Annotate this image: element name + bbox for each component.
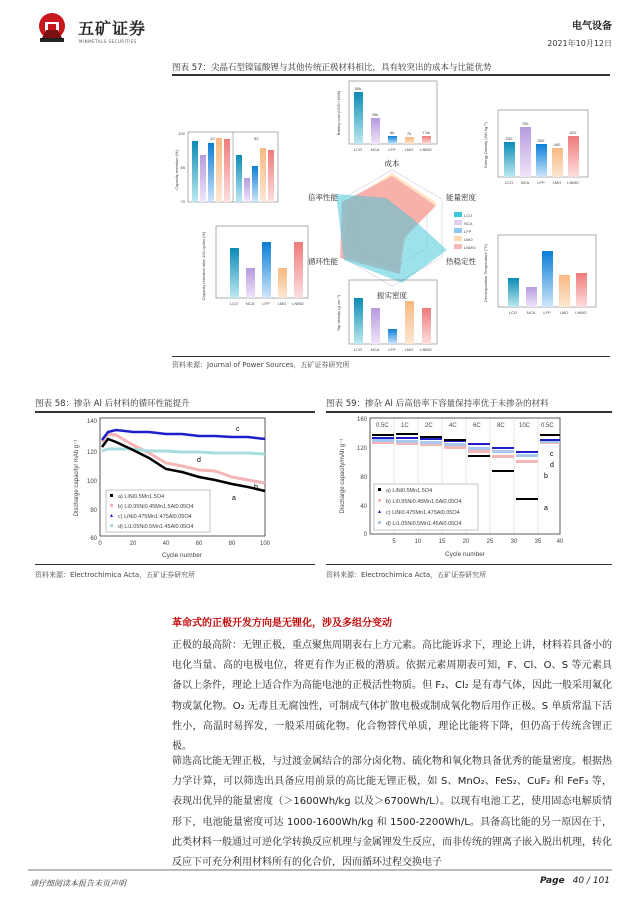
svg-text:热稳定性: 热稳定性: [446, 257, 476, 266]
svg-text:0: 0: [363, 532, 367, 538]
svg-text:a) LiNi0.5Mn1.5O4: a) LiNi0.5Mn1.5O4: [386, 488, 433, 494]
svg-text:70: 70: [180, 199, 185, 204]
svg-text:a: a: [232, 495, 236, 502]
svg-text:10: 10: [414, 539, 422, 545]
brand-name-en: MINMETALS SECURITIES: [79, 39, 137, 44]
svg-text:LCO: LCO: [229, 301, 239, 306]
svg-text:140: 140: [86, 419, 97, 425]
svg-text:a) LiNi0.5Mn1.5O4: a) LiNi0.5Mn1.5O4: [118, 494, 165, 500]
svg-text:LCO: LCO: [508, 310, 518, 315]
svg-text:d: d: [197, 457, 201, 464]
svg-text:120: 120: [356, 446, 367, 452]
svg-text:100: 100: [178, 131, 185, 136]
svg-text:LMO: LMO: [277, 301, 287, 306]
svg-text:Battery cost (USD / kWh): Battery cost (USD / kWh): [336, 90, 341, 136]
svg-text:成本: 成本: [384, 159, 400, 168]
svg-text:LFP: LFP: [464, 229, 472, 234]
figure57-title: 图表 57：尖晶石型镍锰酸锂与其他传统正极材料相比，具有较突出的成本与比能优势: [172, 63, 492, 73]
svg-text:2C: 2C: [425, 423, 433, 429]
svg-text:120: 120: [86, 450, 97, 456]
svg-text:530: 530: [505, 136, 513, 141]
svg-text:1C: 1C: [210, 136, 216, 141]
svg-text:LNMO: LNMO: [575, 310, 587, 315]
figure59-title: 图表 59：掺杂 Al 后高倍率下容量保持率优于未掺杂的材料: [326, 399, 549, 409]
svg-text:LFP: LFP: [543, 310, 551, 315]
figure58-top-rule: [35, 411, 315, 413]
figure57-top-rule: [172, 74, 610, 76]
svg-text:60: 60: [195, 541, 203, 547]
svg-text:b) Li0.95Ni0.45Mn1.5Al0.05O4: b) Li0.95Ni0.45Mn1.5Al0.05O4: [386, 499, 462, 505]
svg-text:40: 40: [162, 541, 170, 547]
svg-text:8C: 8C: [497, 423, 505, 429]
minmetals-logo-icon: [36, 12, 68, 44]
svg-text:LCO: LCO: [504, 180, 514, 185]
svg-text:LNMO: LNMO: [464, 245, 476, 250]
footer-disclaimer: 请仔细阅读本报告末页声明: [30, 879, 126, 888]
svg-text:a: a: [544, 505, 548, 512]
svg-text:倍率性能: 倍率性能: [308, 193, 338, 202]
figure57-source: 资料来源：Journal of Power Sources，五矿证券研究所: [172, 361, 350, 369]
svg-text:35: 35: [534, 539, 542, 545]
svg-text:LFP: LFP: [388, 147, 396, 152]
figure58-bottom-rule: [35, 564, 315, 565]
svg-text:LFP: LFP: [262, 301, 270, 306]
svg-text:LMO: LMO: [464, 237, 473, 242]
svg-text:60: 60: [90, 536, 97, 542]
svg-text:b) Li0.95Ni0.45Mn1.5Al0.05O4: b) Li0.95Ni0.45Mn1.5Al0.05O4: [118, 504, 194, 510]
svg-text:1C: 1C: [401, 423, 409, 429]
svg-text:Cycle number: Cycle number: [161, 552, 203, 559]
sector-label: 电气设备: [572, 21, 612, 32]
svg-text:循环性能: 循环性能: [308, 257, 338, 266]
svg-text:LCO: LCO: [464, 213, 473, 218]
svg-text:500: 500: [537, 138, 545, 143]
svg-text:c) LiNi0.475Mn1.475Al0.05O4: c) LiNi0.475Mn1.475Al0.05O4: [386, 510, 460, 516]
page-indicator: [540, 876, 610, 886]
svg-text:20: 20: [462, 539, 470, 545]
svg-text:NCA: NCA: [526, 310, 536, 315]
brand-logo: [30, 10, 160, 50]
svg-text:5C: 5C: [254, 136, 260, 141]
svg-text:25k: 25k: [371, 112, 379, 117]
svg-text:LCO: LCO: [353, 147, 363, 152]
figure58-legend: [106, 490, 210, 532]
page-label: Page: [539, 876, 565, 886]
svg-text:620: 620: [569, 130, 577, 135]
svg-text:0: 0: [98, 541, 102, 547]
svg-text:440: 440: [553, 142, 561, 147]
figure59-source: 资料来源：Electrochimica Acta，五矿证券研究所: [326, 571, 487, 579]
figure57-composite-chart: [172, 78, 610, 353]
figure58-cycle-chart: [62, 414, 277, 562]
svg-text:7.5k: 7.5k: [422, 130, 430, 135]
svg-text:NCA: NCA: [520, 180, 530, 185]
figure59-rate-chart: [330, 414, 600, 562]
svg-text:85: 85: [180, 165, 185, 170]
svg-text:30: 30: [510, 539, 518, 545]
radar-legend: [454, 212, 476, 250]
svg-text:Discharge capacity/ mAh g⁻¹: Discharge capacity/ mAh g⁻¹: [74, 439, 80, 517]
svg-text:50k: 50k: [354, 86, 362, 91]
svg-text:Capacity retention after 100 c: Capacity retention after 100 cycles (%): [201, 231, 206, 301]
svg-text:0.5C: 0.5C: [541, 423, 554, 429]
svg-text:LCO: LCO: [353, 347, 363, 352]
svg-text:Cycle number: Cycle number: [444, 551, 486, 558]
svg-text:80: 80: [360, 475, 367, 481]
svg-text:Discharge capacity/mAh g⁻¹: Discharge capacity/mAh g⁻¹: [340, 438, 346, 514]
svg-text:c: c: [236, 426, 240, 433]
svg-text:Energy Density (Wh kg⁻¹): Energy Density (Wh kg⁻¹): [483, 122, 488, 168]
svg-text:LFP: LFP: [388, 347, 396, 352]
svg-text:c) LiNi0.475Mn1.475Al0.05O4: c) LiNi0.475Mn1.475Al0.05O4: [118, 514, 192, 520]
chart-cycle-retention: [201, 226, 308, 306]
svg-text:0.5C: 0.5C: [376, 423, 389, 429]
svg-text:NCA: NCA: [245, 301, 255, 306]
svg-text:80: 80: [228, 541, 236, 547]
figure59-bottom-rule: [326, 564, 612, 565]
page-number: 40 / 101: [572, 876, 610, 886]
body-paragraph-1: 正极的最高阶：无锂正极，重点聚焦周期表右上方元素。高比能诉求下，理论上讲，材料若具备小的电化当量、高的电极电位，将更有作为正极的潜质。依据元素周期表可知，F、Cl、O、S 等元素具备以上条件，理论上适合作为高能电池的正极活性物质。但 F₂、Cl₂ 是有毒气体，因此一般采用氟化物或氯化物。O₂ 无毒且无腐蚀性，可制成气体扩散电极或制成氧化物后用作正极。S 单质常温下活性小，高温时易挥发，一般采用硫化物。化合物替代单质，理论比能将下降，但仍高于传统含锂正极。: [172, 640, 612, 753]
svg-text:NCA: NCA: [370, 347, 380, 352]
svg-text:10C: 10C: [519, 423, 531, 429]
svg-text:c: c: [550, 451, 554, 458]
svg-text:d: d: [550, 462, 554, 469]
figure57-bottom-rule: [172, 356, 610, 357]
svg-text:Tap density (g cm⁻³): Tap density (g cm⁻³): [336, 294, 341, 332]
svg-text:4C: 4C: [449, 423, 457, 429]
chart-decomposition-temp: [483, 235, 596, 315]
report-header-meta: [547, 17, 612, 49]
body-paragraph-2: 筛选高比能无锂正极，与过渡金属结合的部分卤化物、硫化物和氧化物具备优秀的能量密度。根据热力学计算，可以筛选出具备应用前景的高比能无锂正极，如 S、MnO₂、FeS₂、CuF₂ 和 FeF₃ 等，表现出优异的能量密度（＞1600Wh/kg 以及＞6700Wh/L）。以现有电池工艺，使用固态电解质情形下，电池能量密度可达 1000-1600Wh/kg 和 1500-2200Wh/L。具备高比能的另一原因在于，此类材料一般通过可逆化学转换反应机理与金属锂发生反应，而非传统的锂离子嵌入脱出机理，转化反应下可充分利用材料所有的化合价，因而循环过程交换电子: [172, 756, 612, 869]
figure59-legend: [374, 484, 478, 530]
radar-chart: [308, 158, 476, 300]
svg-text:25: 25: [486, 539, 494, 545]
svg-text:NCA: NCA: [370, 147, 380, 152]
svg-text:b: b: [544, 473, 548, 480]
svg-text:振实密度: 振实密度: [377, 291, 407, 300]
svg-text:LNMO: LNMO: [292, 301, 304, 306]
svg-text:LNMO: LNMO: [420, 147, 432, 152]
svg-text:Capacity retention (%): Capacity retention (%): [174, 150, 179, 190]
svg-text:40: 40: [360, 504, 367, 510]
svg-text:5: 5: [392, 539, 396, 545]
svg-text:100: 100: [259, 541, 271, 547]
svg-text:20: 20: [129, 541, 137, 547]
svg-text:d) Li1.05Ni0.5Mn1.45Al0.05O4: d) Li1.05Ni0.5Mn1.45Al0.05O4: [118, 524, 194, 530]
chart-rate-retention: [174, 131, 278, 204]
figure58-title: 图表 58：掺杂 Al 后材料的循环性能提升: [35, 399, 190, 409]
svg-text:LNMO: LNMO: [420, 347, 432, 352]
report-date: 2021年10月12日: [547, 39, 612, 48]
svg-text:750: 750: [521, 121, 529, 126]
chart-energy-density: [483, 110, 588, 185]
svg-text:80: 80: [90, 508, 97, 514]
svg-text:LNMO: LNMO: [567, 180, 579, 185]
svg-text:Decomposition Temperature (°C): Decomposition Temperature (°C): [483, 243, 488, 303]
figure59-top-rule: [326, 411, 612, 413]
svg-text:LMO: LMO: [404, 147, 414, 152]
svg-text:100: 100: [86, 479, 97, 485]
svg-text:6C: 6C: [473, 423, 481, 429]
figure58-source: 资料来源：Electrochimica Acta，五矿证券研究所: [35, 571, 196, 579]
svg-text:能量密度: 能量密度: [446, 193, 476, 202]
svg-text:LMO: LMO: [404, 347, 414, 352]
svg-text:NCA: NCA: [464, 221, 473, 226]
svg-text:LMO: LMO: [552, 180, 562, 185]
svg-text:160: 160: [356, 417, 367, 423]
brand-name-cn: 五矿证券: [78, 19, 147, 38]
svg-text:7k: 7k: [406, 131, 412, 136]
svg-text:LFP: LFP: [537, 180, 545, 185]
svg-text:40: 40: [556, 539, 564, 545]
svg-text:d) Li1.05Ni0.5Mn1.45Al0.05O4: d) Li1.05Ni0.5Mn1.45Al0.05O4: [386, 521, 462, 527]
section-heading: 革命式的正极开发方向是无锂化，涉及多组分变动: [172, 618, 392, 629]
svg-text:LMO: LMO: [559, 310, 569, 315]
svg-text:8k: 8k: [389, 130, 395, 135]
footer-rule: [28, 869, 612, 871]
svg-text:b: b: [254, 484, 258, 491]
chart-battery-cost: [336, 81, 437, 152]
svg-text:15: 15: [438, 539, 446, 545]
